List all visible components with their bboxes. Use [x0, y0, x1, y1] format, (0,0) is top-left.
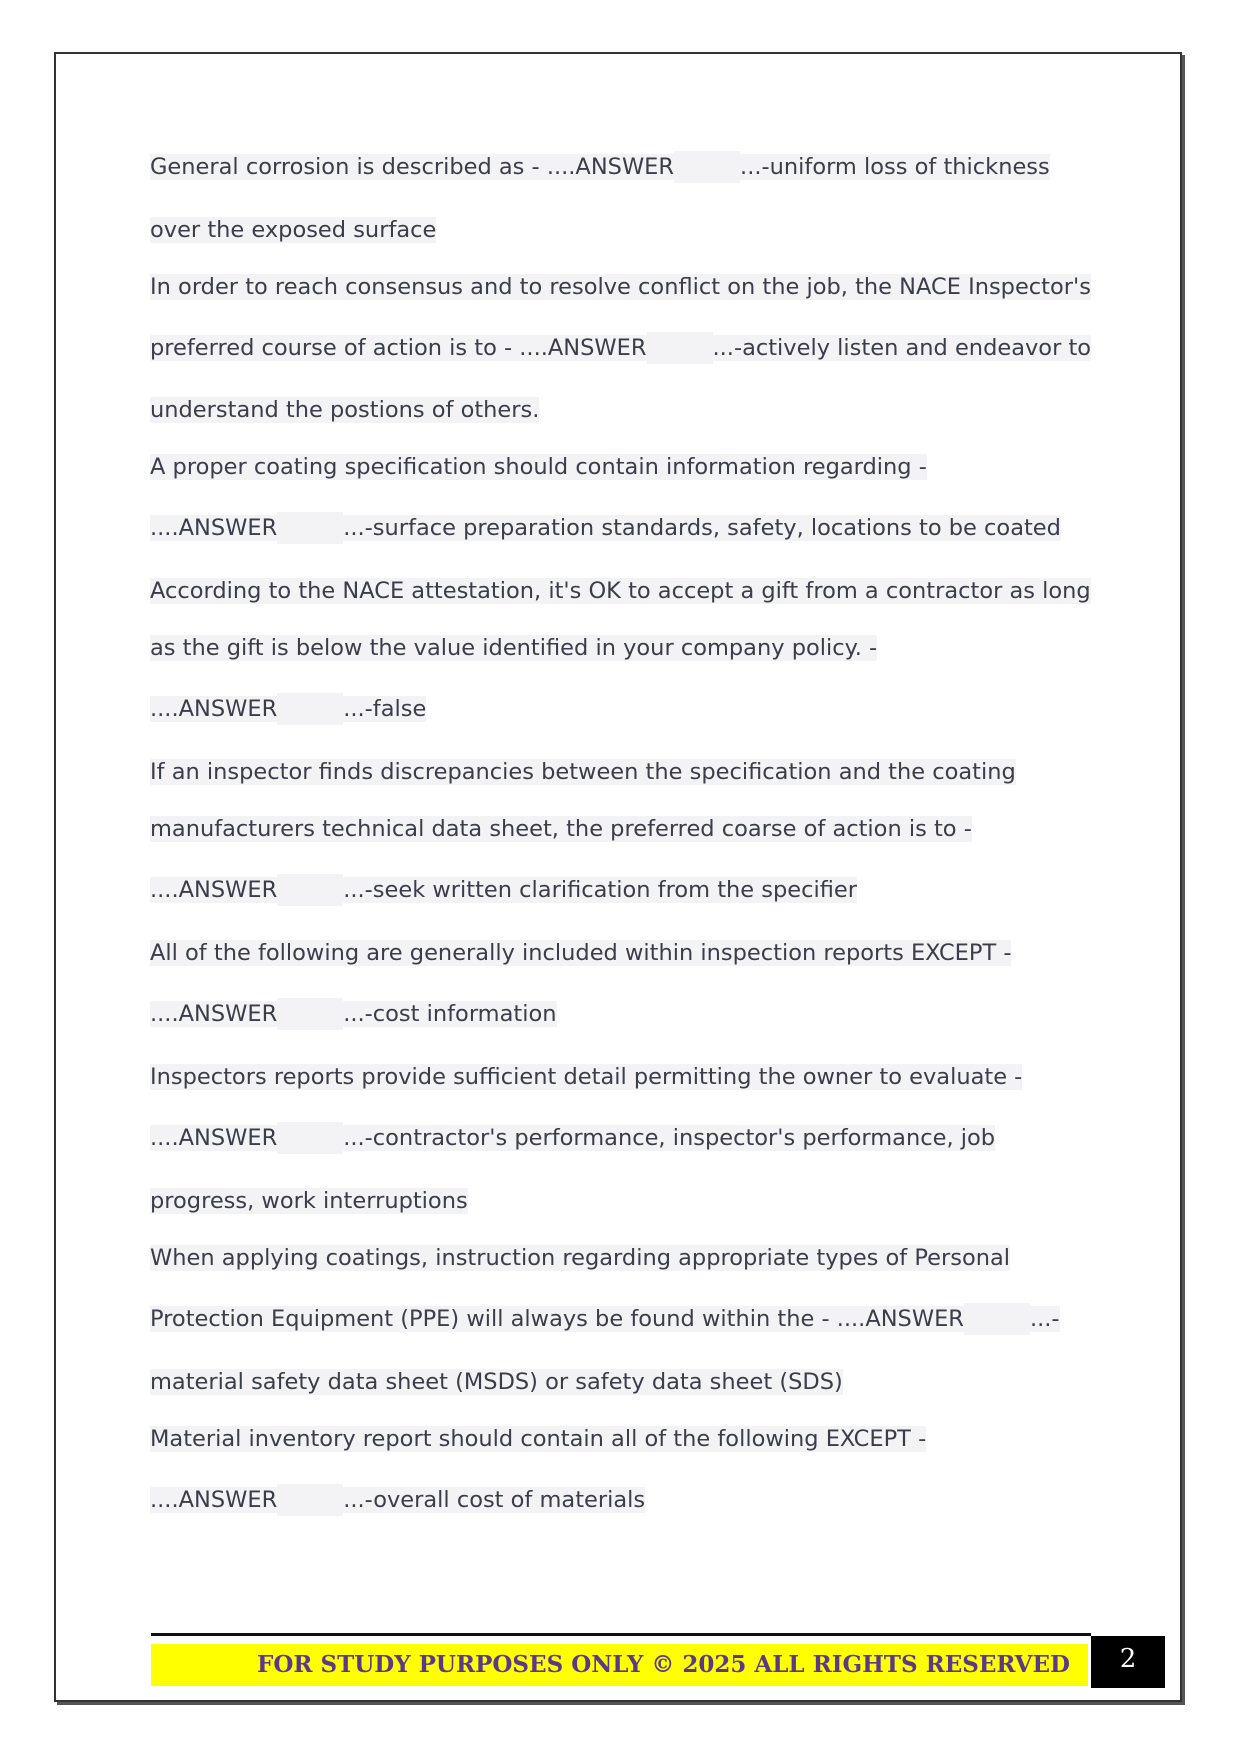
text-line: manufacturers technical data sheet, the preferred coarse of action is to -: [150, 816, 972, 842]
footer-banner: [151, 1644, 1088, 1686]
text-line: Material inventory report should contain all of the following EXCEPT -: [150, 1426, 927, 1452]
text-line: Inspectors reports provide sufficient detail permitting the owner to evaluate -: [150, 1064, 1023, 1090]
text-line: ....ANSWER ...-overall cost of materials: [150, 1484, 645, 1516]
footer-copyright: FOR STUDY PURPOSES ONLY © 2025 ALL RIGHTS RESERVED: [257, 1651, 1070, 1678]
text-line: as the gift is below the value identified in your company policy. -: [150, 635, 878, 661]
text-line: ....ANSWER ...-cost information: [150, 998, 557, 1030]
page-number: 2: [1091, 1636, 1165, 1688]
text-line: According to the NACE attestation, it's OK to accept a gift from a contractor as long: [150, 578, 1091, 604]
text-line: material safety data sheet (MSDS) or safety data sheet (SDS): [150, 1369, 843, 1395]
footer-rule: [151, 1633, 1091, 1636]
text-line: preferred course of action is to - ....ANSWER ...-actively listen and endeavor to: [150, 332, 1091, 364]
text-line: ....ANSWER ...-surface preparation standards, safety, locations to be coated: [150, 512, 1061, 544]
text-line: ....ANSWER ...-seek written clarification from the specifier: [150, 874, 857, 906]
text-line: ....ANSWER ...-false: [150, 693, 426, 725]
text-line: General corrosion is described as - ....ANSWER ...-uniform loss of thickness: [150, 151, 1050, 183]
text-line: If an inspector finds discrepancies between the specification and the coating: [150, 759, 1016, 785]
text-line: In order to reach consensus and to resolve conflict on the job, the NACE Inspector's: [150, 274, 1091, 300]
text-line: All of the following are generally included within inspection reports EXCEPT -: [150, 940, 1012, 966]
text-line: When applying coatings, instruction regarding appropriate types of Personal: [150, 1245, 1011, 1271]
text-line: A proper coating specification should contain information regarding -: [150, 454, 927, 480]
text-line: progress, work interruptions: [150, 1188, 468, 1214]
text-line: understand the postions of others.: [150, 397, 540, 423]
text-line: Protection Equipment (PPE) will always be found within the - ....ANSWER ...-: [150, 1303, 1060, 1335]
text-line: over the exposed surface: [150, 217, 437, 243]
text-line: ....ANSWER ...-contractor's performance, inspector's performance, job: [150, 1122, 995, 1154]
